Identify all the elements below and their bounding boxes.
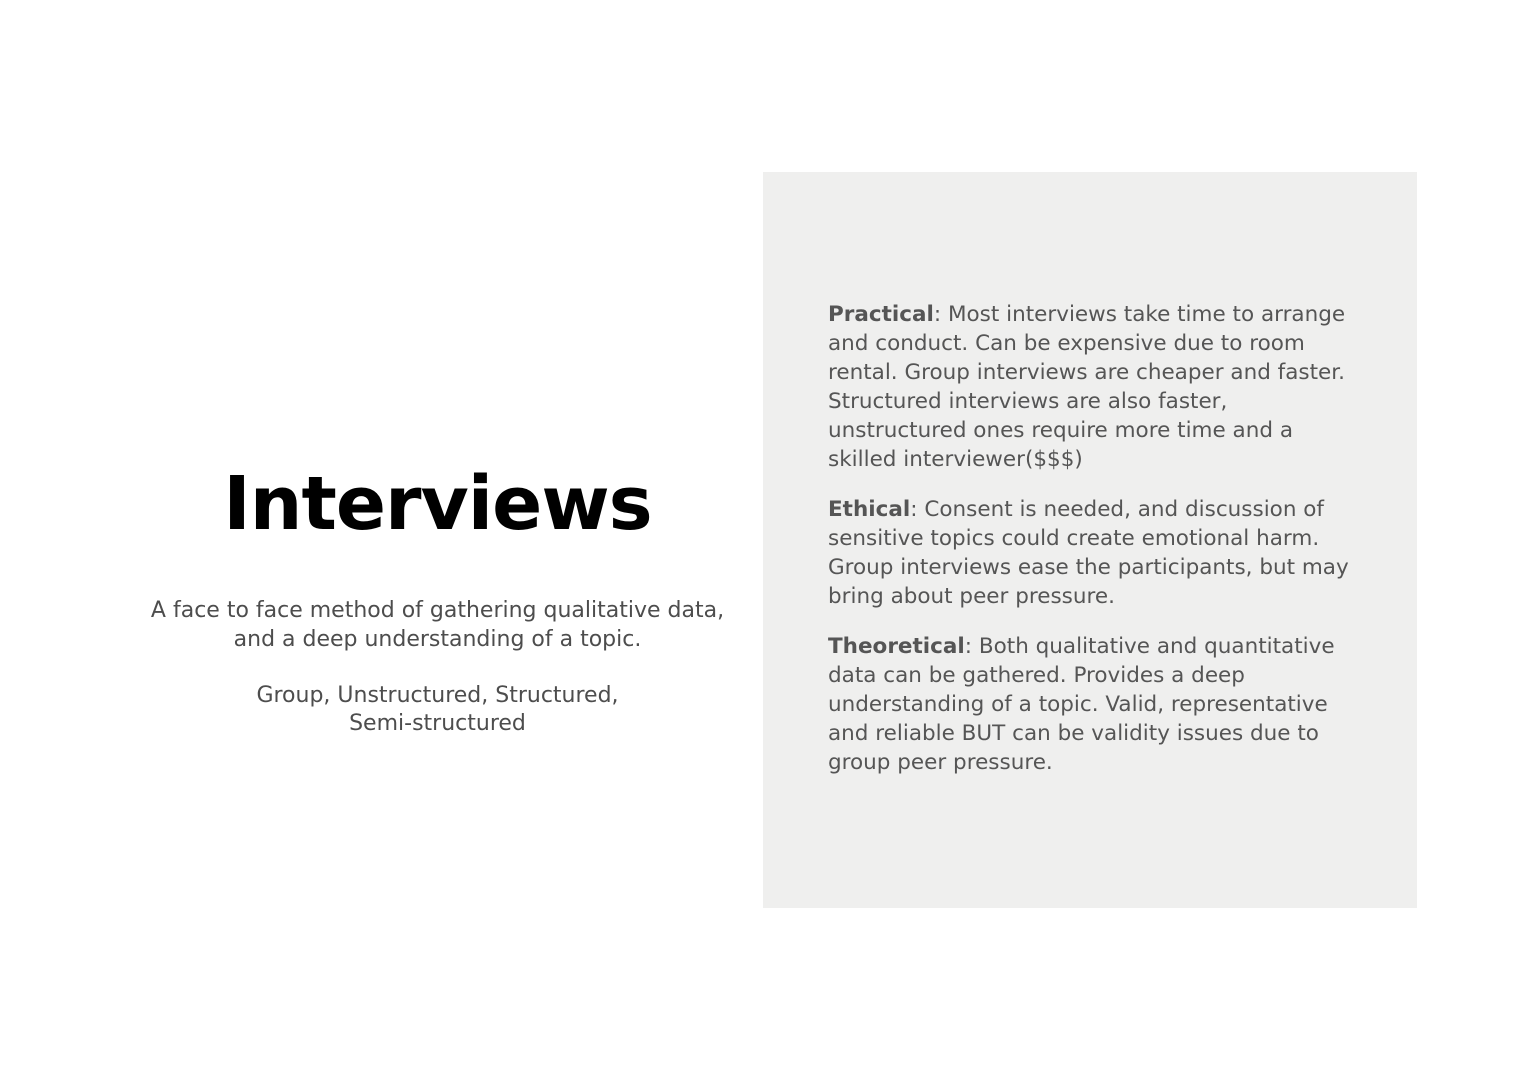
evaluation-panel [763, 172, 1417, 908]
theoretical-point [828, 632, 1368, 777]
slide-description: A face to face method of gathering qualitative data, and a deep understanding of a topic. [150, 598, 725, 652]
ethical-point [828, 495, 1368, 611]
theoretical-text: : Both qualitative and quantitative data can be gathered. Provides a deep understanding of a topic. Valid, representative and reliable BUT can be validity issues due to group peer pressure. [828, 634, 1335, 775]
interview-types [130, 682, 745, 738]
interview-types-line-1: Group, Unstructured, Structured, [256, 683, 619, 708]
practical-text: : Most interviews take time to arrange and conduct. Can be expensive due to room rental. Group interviews are cheaper and faster. Structured interviews are also faster, unstructured ones require more time and a skilled interviewer($$$) [828, 302, 1346, 472]
ethical-label: Ethical [828, 497, 911, 522]
practical-point [828, 300, 1368, 474]
interview-types-line-2: Semi-structured [349, 711, 526, 736]
theoretical-label: Theoretical [828, 634, 965, 659]
practical-label: Practical [828, 302, 934, 327]
intro-section [130, 460, 745, 738]
slide-title: Interviews [223, 461, 652, 547]
evaluation-list [828, 300, 1368, 798]
ethical-text: : Consent is needed, and discussion of sensitive topics could create emotional harm. Group interviews ease the participants, but may bring about peer pressure. [828, 497, 1349, 609]
